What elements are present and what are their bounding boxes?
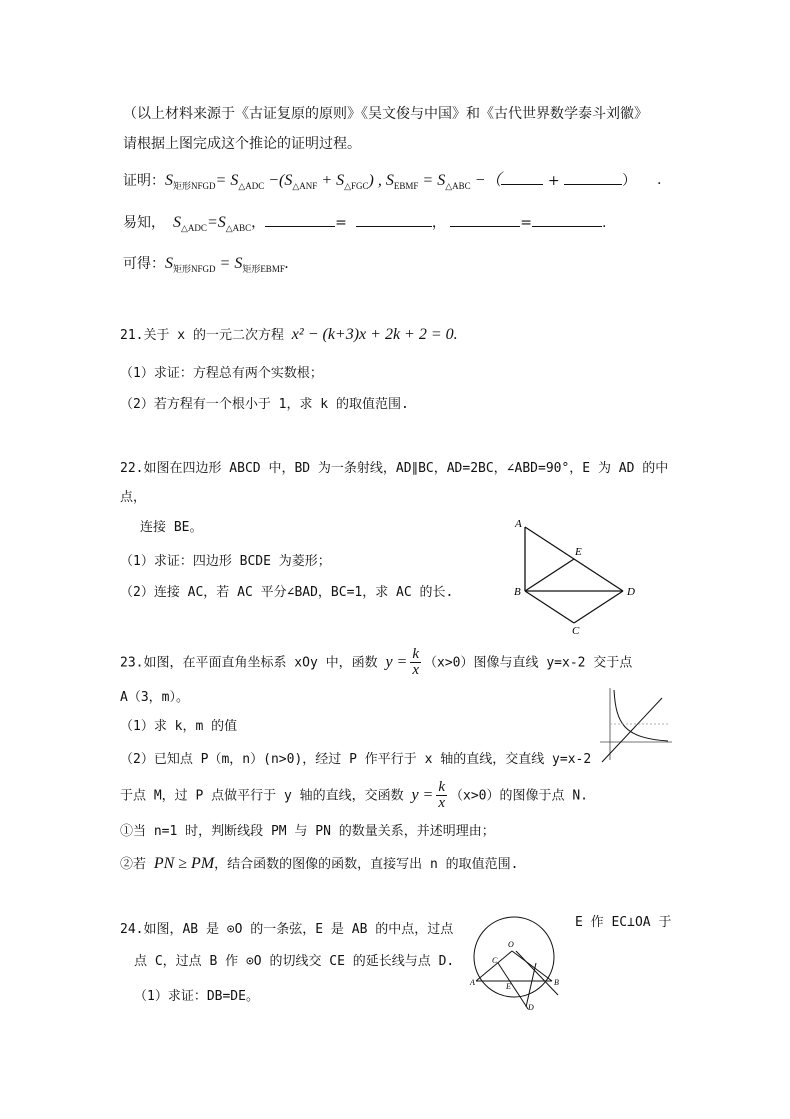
line-y-x-minus-2: [602, 698, 662, 762]
q22-connect: 连接 BE。: [140, 520, 203, 535]
q23-point-a: A（3，m）。: [120, 690, 189, 705]
label-a: A: [515, 518, 522, 530]
label-e: E: [575, 546, 582, 558]
hyperbola-curve: [614, 690, 668, 741]
q21-part-1: （1）求证：方程总有两个实数根；: [120, 366, 323, 381]
q21-stem: 21.关于 x 的一元二次方程 x² − (k+3)x + 2k + 2 = 0.: [120, 326, 458, 343]
tangent-bd: [516, 951, 558, 995]
segment-cd: [574, 591, 623, 623]
q22-stem: 22.如图在四边形 ABCD 中，BD 为一条射线，AD∥BC，AD=2BC，∠ABD=90°，E 为 AD 的中: [120, 461, 669, 476]
label-d: D: [528, 1003, 534, 1011]
line-ce-extended: [498, 963, 528, 1009]
label-b: B: [514, 586, 521, 598]
q24-figure: [466, 915, 570, 1011]
proof-line-2: 易知， $S_{\triangle ADC}=S_{\triangle ABC}$， = ， = .: [123, 214, 607, 233]
q24-part-1: （1）求证：DB=DE。: [134, 989, 259, 1004]
segment-bc: [525, 591, 574, 623]
q23-part-2: （2）已知点 P（m，n）(n>0)，经过 P 作平行于 x 轴的直线，交直线 y=x-2: [120, 752, 592, 767]
easy-blank-4[interactable]: [532, 212, 602, 227]
q22-figure: [505, 515, 645, 635]
radius-ob: [512, 951, 552, 981]
q21-part-2: （2）若方程有一个根小于 1，求 k 的取值范围.: [120, 397, 409, 412]
proof-line-1: 证明：$S_{矩形NFGD}= S_{\triangle ADC} -(S_{\triangle ANF} + S_{\triangle FGC})$ , $S_{EBMF} = S_{\triangle ABC}$ −（ + ）: [123, 172, 637, 191]
easy-blank-1[interactable]: [265, 212, 335, 227]
q23-stem: 23.如图，在平面直角坐标系 xOy 中，函数 y = $\frac{k}{x}$ （x>0）图像与直线 y=x-2 交于点: [120, 646, 633, 678]
q22-part-1: （1）求证：四边形 BCDE 为菱形；: [120, 554, 331, 569]
q23-graph: [596, 684, 676, 764]
q22-part-2: （2）连接 AC，若 AC 平分∠BAD，BC=1，求 AC 的长.: [120, 585, 454, 600]
q24-stem: 24.如图，AB 是 ⊙O 的一条弦，E 是 AB 的中点，过点: [120, 922, 454, 937]
proof-line-3: 可得：$S_{矩形NFGD} = S_{矩形EBMF}$.: [123, 255, 289, 274]
q23-part-2b: 于点 M，过 P 点做平行于 y 轴的直线，交函数 y = $\frac{k}{x}$ （x>0）的图像于点 N.: [120, 779, 588, 811]
circle-o: [474, 917, 554, 997]
q23-part-1: （1）求 k，m 的值: [120, 719, 238, 734]
label-b: B: [554, 978, 559, 987]
q23-case-1: ①当 n=1 时，判断线段 PM 与 PN 的数量关系，并述明理由；: [120, 824, 495, 839]
proof-line-1-dot: .: [657, 172, 662, 188]
q24-stem-right: E 作 EC⊥OA 于: [575, 915, 672, 930]
proof-blank-1[interactable]: [501, 170, 543, 185]
label-a: A: [470, 978, 475, 987]
proof-label: 证明：: [123, 173, 165, 189]
easy-blank-3[interactable]: [450, 212, 520, 227]
label-c: C: [492, 956, 498, 965]
q24-stem-2: 点 C，过点 B 作 ⊙O 的切线交 CE 的延长线与点 D.: [134, 954, 455, 969]
label-c: C: [572, 625, 580, 635]
segment-d: [526, 963, 536, 1007]
source-note: （以上材料来源于《古证复原的原则》《吴文俊与中国》和《古代世界数学泰斗刘徽》: [123, 106, 648, 122]
label-o: O: [508, 940, 514, 949]
segment-be: [525, 559, 574, 591]
easy-blank-2[interactable]: [356, 212, 432, 227]
label-e: E: [506, 982, 511, 991]
q23-case-2: ②若 PN ≥ PM，结合函数的图像的函数，直接写出 n 的取值范围.: [120, 855, 519, 872]
proof-blank-2[interactable]: [564, 170, 622, 185]
q22-stem-2: 点，: [120, 490, 147, 505]
fraction-k-over-x: $\frac{k}{x}$: [412, 646, 420, 678]
instruction: 请根据上图完成这个推论的证明过程。: [123, 136, 361, 152]
label-d: D: [627, 586, 635, 598]
